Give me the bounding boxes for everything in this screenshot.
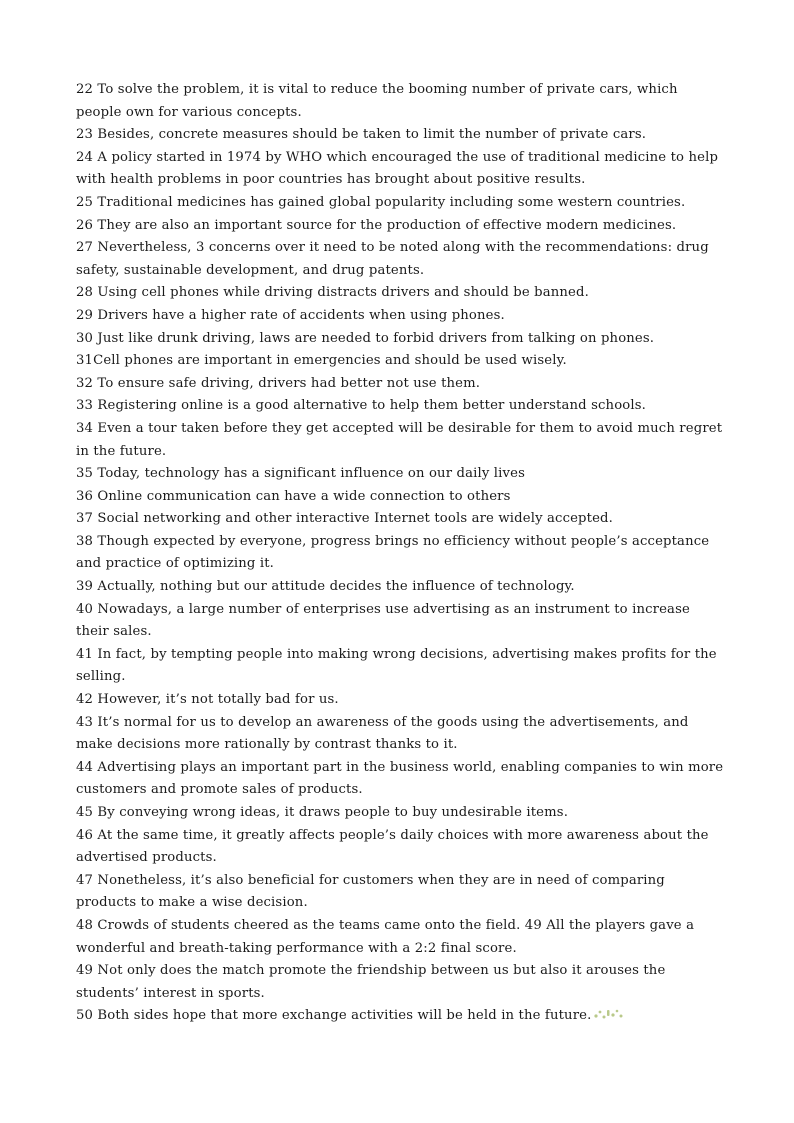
sentence-22: 22 To solve the problem, it is vital to reduce the booming number of private cars, which people own for various concepts.	[76, 82, 678, 120]
sentence-23: 23 Besides, concrete measures should be taken to limit the number of private cars.	[76, 127, 647, 143]
sentence-29: 29 Drivers have a higher rate of accidents when using phones.	[76, 307, 505, 323]
sentence-49: 49 Not only does the match promote the friendship between us but also it arouses the students’ interest in sports.	[76, 963, 666, 1001]
sentence-37: 37 Social networking and other interactive Internet tools are widely accepted.	[76, 511, 613, 527]
sentence-50-row	[76, 1005, 726, 1028]
sentence-48: 48 Crowds of students cheered as the teams came onto the field. 49 All the players gave a wonderful and breath-taking performance with a 2:2 final score.	[76, 917, 695, 956]
sentence-36: 36 Online communication can have a wide connection to others	[76, 488, 511, 504]
sentence-40: 40 Nowadays, a large number of enterprises use advertising as an instrument to increase their sales.	[76, 601, 690, 640]
sentence-39: 39 Actually, nothing but our attitude decides the influence of technology.	[76, 579, 575, 595]
sentence-43: 43 It’s normal for us to develop an awareness of the goods using the advertisements, and make decisions more rationally by contrast thanks to it.	[76, 714, 689, 753]
sentence-26: 26 They are also an important source for the production of effective modern medicines.	[76, 217, 677, 233]
sentence-44: 44 Advertising plays an important part in the business world, enabling companies to win more customers and promote sales of products.	[76, 759, 724, 798]
decorative-sprite-icon	[593, 1007, 625, 1021]
sentence-30: 30 Just like drunk driving, laws are needed to forbid drivers from talking on phones.	[76, 330, 655, 346]
sentence-32: 32 To ensure safe driving, drivers had better not use them.	[76, 375, 481, 391]
sentence-46: 46 At the same time, it greatly affects people’s daily choices with more awareness about the advertised products.	[76, 827, 709, 866]
sentence-28: 28 Using cell phones while driving distracts drivers and should be banned.	[76, 285, 589, 301]
sentence-27: 27 Nevertheless, 3 concerns over it need to be noted along with the recommendations: drug safety, sustainable development, and drug patents.	[76, 240, 709, 278]
sentence-45: 45 By conveying wrong ideas, it draws people to buy undesirable items.	[76, 805, 569, 820]
sentence-38: 38 Though expected by everyone, progress brings no efficiency without people’s acceptance and practice of optimizing it.	[76, 533, 710, 572]
sentence-31: 31Cell phones are important in emergencies and should be used wisely.	[76, 353, 567, 369]
sentence-42: 42 However, it’s not totally bad for us.	[76, 692, 339, 708]
sentence-25: 25 Traditional medicines has gained global popularity including some western countries.	[76, 194, 686, 210]
sentence-34: 34 Even a tour taken before they get accepted will be desirable for them to avoid much regret in the future.	[76, 420, 723, 459]
sentence-33: 33 Registering online is a good alternative to help them better understand schools.	[76, 398, 647, 414]
sentence-35: 35 Today, technology has a significant influence on our daily lives	[76, 466, 525, 482]
sentence-41: 41 In fact, by tempting people into making wrong decisions, advertising makes profits for the selling.	[76, 646, 717, 685]
sentence-47: 47 Nonetheless, it’s also beneficial for customers when they are in need of comparing products to make a wise decision.	[76, 872, 665, 911]
sentence-50: 50 Both sides hope that more exchange activities will be held in the future.	[76, 1008, 592, 1024]
document-body	[76, 79, 726, 1028]
sentence-24: 24 A policy started in 1974 by WHO which encouraged the use of traditional medicine to help with health problems in poor countries has brought about positive results.	[76, 149, 719, 188]
